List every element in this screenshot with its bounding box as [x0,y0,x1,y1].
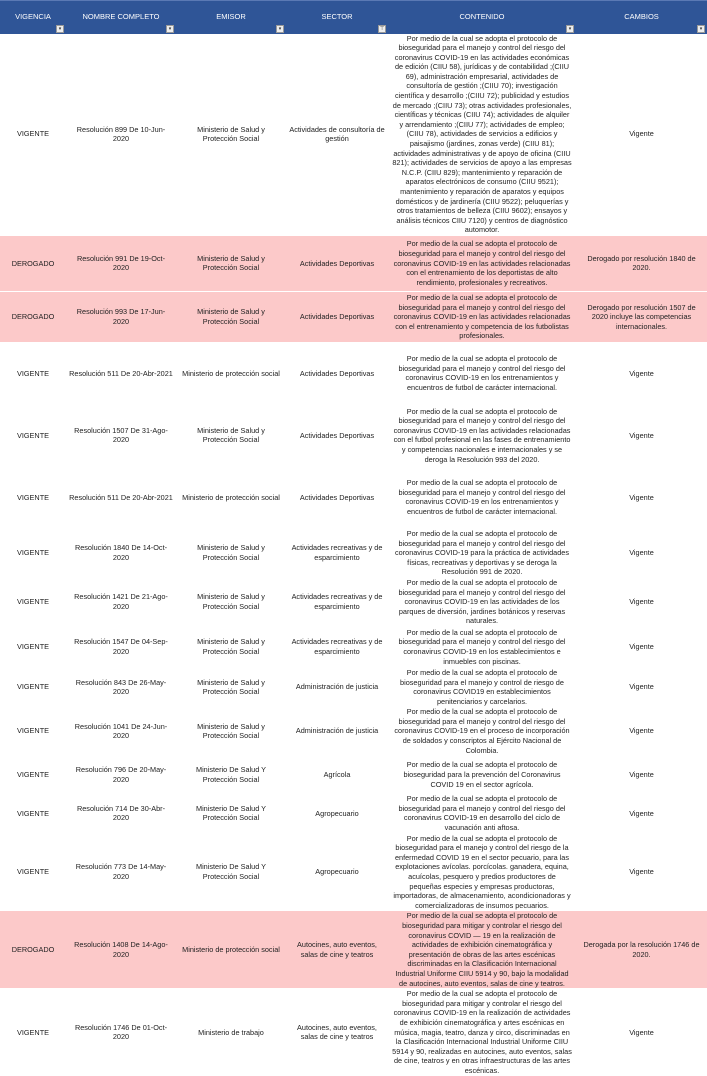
cell-cambios[interactable]: Derogada por la resolución 1746 de 2020. [576,911,707,989]
cell-sector[interactable]: Actividades Deportivas [286,404,388,466]
cell-cambios[interactable]: Vigente [576,833,707,911]
cell-nombre[interactable]: Resolución 993 De 17-Jun-2020 [66,291,176,342]
cell-nombre[interactable]: Resolución 796 De 20-May-2020 [66,756,176,794]
column-header-label: SECTOR [321,12,353,21]
cell-sector[interactable]: Autocines, auto eventos, salas de cine y teatros [286,989,388,1076]
cell-cambios[interactable]: Vigente [576,404,707,466]
cell-emisor[interactable]: Ministerio de Salud y Protección Social [176,577,286,626]
cell-nombre[interactable]: Resolución 511 De 20-Abr-2021 [66,342,176,404]
cell-vigencia[interactable]: VIGENTE [0,626,66,667]
cell-contenido[interactable]: Por medio de la cual se adopta el protocolo de bioseguridad para el manejo y control del riesgo del coronavirus COVID-19 en las actividades económicas de edición (CIIU 58), jurídicas y de contabilidad ;(CIIU 69), administración empresarial, actividades de consultoría de gestión ;(CIIU 70); investigación científica y desarrollo ;(CIIU 72); publicidad y estudios de mercado ;(CIIU 73); otras actividades profesionales, científicas y técnicas (CIIU 74); actividades de alquiler y arrendamiento ;(CIIU 77); actividades de empleo;(CIIU 78), actividades de servicios a edificios y paisajismo (jardines, zonas verde) (CIIU 81); actividades administrativas y de apoyo de oficina (CIIU 821); actividades de servicios de apoyo a las empresas N.C.P. (CIIU 829); mantenimiento y reparación de aparatos electrónicos de consumo (CIIU 9521); mantenimiento y reparación de aparatos y equipos domésticos y de jardinería (CIIU 9522); peluquerías y otros tratamientos de belleza (CIIU 9602); ensayos y análisis técnicos CIIU 7120) y centros de diagnóstico automotor. [388,34,576,236]
cell-nombre[interactable]: Resolución 1507 De 31-Ago-2020 [66,404,176,466]
cell-emisor[interactable]: Ministerio de protección social [176,342,286,404]
cell-emisor[interactable]: Ministerio de Salud y Protección Social [176,235,286,291]
cell-contenido[interactable]: Por medio de la cual se adopta el protocolo de bioseguridad para el manejo y control del riesgo del coronavirus COVID-19 en las actividades de los parques de diversión, jardines botánicos y reservas naturales. [388,577,576,626]
cell-cambios[interactable]: Vigente [576,794,707,833]
column-header-emisor [176,1,286,34]
cell-vigencia[interactable]: VIGENTE [0,989,66,1076]
cell-sector[interactable]: Actividades Deportivas [286,342,388,404]
column-header-sector [286,1,388,34]
cell-cambios[interactable]: Vigente [576,34,707,236]
cell-emisor[interactable]: Ministerio de trabajo [176,989,286,1076]
cell-nombre[interactable]: Resolución 1840 De 14-Oct-2020 [66,528,176,577]
cell-cambios[interactable]: Vigente [576,342,707,404]
cell-nombre[interactable]: Resolución 1041 De 24-Jun-2020 [66,707,176,756]
cell-contenido[interactable]: Por medio de la cual se adopta el protocolo de bioseguridad para el manejo y control del riesgo del coronavirus COVID-19 en el proceso de incorporación de soldados y conscriptos al Ejército Nacional de Colombia. [388,707,576,756]
cell-emisor[interactable]: Ministerio de Salud y Protección Social [176,707,286,756]
cell-emisor[interactable]: Ministerio de protección social [176,466,286,528]
cell-cambios[interactable]: Vigente [576,756,707,794]
cell-contenido[interactable]: Por medio de la cual se adopta el protocolo de bioseguridad para mitigar y controlar el riesgo del coronavirus COVID-19 en la realización de actividades de exhibición cinematográfica y artes escénicas en música, magia, teatro, danza y circo, discriminadas en la Clasificación Internacional Industrial Uniforme CIIU 5914 y 90, realizadas en autocines, auto eventos, salas de cine, teatros y en otras infraestructuras de las artes escénicas. [388,989,576,1076]
table-row [0,404,707,466]
cell-cambios[interactable]: Derogado por resolución 1507 de 2020 incluye las competencias internacionales. [576,291,707,342]
cell-contenido[interactable]: Por medio de la cual se adopta el protocolo de bioseguridad para el manejo y control del riesgo de la enfermedad COVID 19 en el sector pecuario, para las explotaciones avícolas. porcícolas. ganadera, equina, acuícolas, pesquero y predios productores de pequeñas especies y empresas productoras, importadoras, de almacenamiento, acondicionadoras y comercializadoras de insumos pecuarios. [388,833,576,911]
cell-nombre[interactable]: Resolución 511 De 20-Abr-2021 [66,466,176,528]
cell-emisor[interactable]: Ministerio De Salud Y Protección Social [176,833,286,911]
cell-cambios[interactable]: Vigente [576,707,707,756]
cell-emisor[interactable]: Ministerio de Salud y Protección Social [176,34,286,236]
cell-vigencia[interactable]: DEROGADO [0,911,66,989]
cell-nombre[interactable]: Resolución 1421 De 21-Ago-2020 [66,577,176,626]
table-row [0,235,707,291]
cell-cambios[interactable]: Vigente [576,667,707,706]
table-row [0,626,707,667]
cell-nombre[interactable]: Resolución 773 De 14-May-2020 [66,833,176,911]
cell-contenido[interactable]: Por medio de la cual se adopta el protocolo de bioseguridad para el manejo y control del riesgo del coronavirus COVID-19 en los entrenamientos y encuentros de futbol de carácter internacional. [388,342,576,404]
cell-nombre[interactable]: Resolución 1547 De 04-Sep-2020 [66,626,176,667]
column-header-label: NOMBRE COMPLETO [82,12,160,21]
cell-vigencia[interactable]: VIGENTE [0,794,66,833]
filter-dropdown-icon[interactable]: ▾ [566,25,574,33]
filter-active-icon[interactable]: ⊤ [379,25,385,32]
cell-contenido[interactable]: Por medio de la cual se adopta el protocolo de bioseguridad para el manejo y control del riesgo del coronavirus COVID-19 en las actividades relacionadas con el entrenamiento de los deportistas de alto rendimiento, profesionales y recreativos. [388,235,576,291]
cell-vigencia[interactable]: VIGENTE [0,466,66,528]
cell-emisor[interactable]: Ministerio de Salud y Protección Social [176,404,286,466]
table-body [0,34,707,1076]
cell-cambios[interactable]: Vigente [576,466,707,528]
cell-contenido[interactable]: Por medio de la cual se adopta el protocolo de bioseguridad para mitigar y controlar el riesgo del coronavirus COVID — 19 en la realización de actividades de exhibición cinematográfica y presentación de obras de las artes escénicas discriminadas en la Clasificación Internacional Industrial Uniforme CIIU 5914 y 90, bajo la modalidad de autocines, auto eventos, salas de cine y teatros. [388,911,576,989]
header-row [0,1,707,34]
table-row [0,707,707,756]
cell-emisor[interactable]: Ministerio de Salud y Protección Social [176,626,286,667]
filter-dropdown-icon[interactable]: ▾ [166,25,174,33]
cell-sector[interactable]: Actividades Deportivas [286,291,388,342]
cell-vigencia[interactable]: VIGENTE [0,577,66,626]
table-row [0,833,707,911]
table-row [0,794,707,833]
cell-vigencia[interactable]: DEROGADO [0,291,66,342]
table-row [0,756,707,794]
cell-sector[interactable]: Administración de justicia [286,707,388,756]
cell-vigencia[interactable]: VIGENTE [0,667,66,706]
column-header-nombre [66,1,176,34]
cell-vigencia[interactable]: VIGENTE [0,404,66,466]
cell-vigencia[interactable]: VIGENTE [0,833,66,911]
cell-cambios[interactable]: Vigente [576,528,707,577]
cell-cambios[interactable]: Vigente [576,577,707,626]
cell-cambios[interactable]: Derogado por resolución 1840 de 2020. [576,235,707,291]
cell-sector[interactable]: Actividades Deportivas [286,466,388,528]
column-header-vigencia [0,1,66,34]
cell-sector[interactable]: Administración de justicia [286,667,388,706]
cell-emisor[interactable]: Ministerio de Salud y Protección Social [176,291,286,342]
cell-sector[interactable]: Actividades Deportivas [286,235,388,291]
cell-cambios[interactable]: Vigente [576,989,707,1076]
cell-vigencia[interactable]: VIGENTE [0,707,66,756]
filter-dropdown-icon[interactable]: ▾ [697,25,705,33]
cell-contenido[interactable]: Por medio de la cual se adopta el protocolo de bioseguridad para el manejo y control del riesgo del coronavirus COVID-19 en las actividades relacionadas con el entrenamiento y competencia de los futbolistas profesionales. [388,291,576,342]
cell-contenido[interactable]: Por medio de la cual se adopta el protocolo de bioseguridad para el manejo y control del riesgo del coronavirus COVID-19 en los establecimientos e inmuebles con piscinas. [388,626,576,667]
table-row [0,577,707,626]
column-header-label: EMISOR [216,12,246,21]
cell-emisor[interactable]: Ministerio de Salud y Protección Social [176,667,286,706]
column-header-label: CAMBIOS [624,12,659,21]
cell-sector[interactable]: Agropecuario [286,794,388,833]
cell-nombre[interactable]: Resolución 1746 De 01-Oct-2020 [66,989,176,1076]
cell-contenido[interactable]: Por medio de la cual se adopta el protocolo de bioseguridad para el manejo y control del riesgo del coronavirus COVID-19 en los entrenamientos y encuentros de futbol de carácter internacional. [388,466,576,528]
cell-emisor[interactable]: Ministerio De Salud Y Protección Social [176,794,286,833]
table-row [0,911,707,989]
cell-sector[interactable]: Actividades recreativas y de esparcimiento [286,577,388,626]
cell-sector[interactable]: Actividades recreativas y de esparcimiento [286,626,388,667]
cell-vigencia[interactable]: VIGENTE [0,342,66,404]
cell-sector[interactable]: Agrícola [286,756,388,794]
column-header-contenido [388,1,576,34]
cell-emisor[interactable]: Ministerio de Salud y Protección Social [176,528,286,577]
cell-nombre[interactable]: Resolución 843 De 26-May-2020 [66,667,176,706]
cell-nombre[interactable]: Resolución 991 De 19-Oct-2020 [66,235,176,291]
cell-vigencia[interactable]: VIGENTE [0,528,66,577]
cell-emisor[interactable]: Ministerio de protección social [176,911,286,989]
cell-contenido[interactable]: Por medio de la cual se adopta el protocolo de bioseguridad para el manejo y control del riesgo del coronavirus COVID-19 en desarrollo del ciclo de vacunación anti aftosa. [388,794,576,833]
cell-contenido[interactable]: Por medio de la cual se adopta el protocolo de bioseguridad para el manejo y control del riesgo del coronavirus COVID-19 en las actividades relacionadas con el futbol profesional en las fases de entrenamiento y competencias nacionales e internacionales y se deroga la Resolución 993 del 2020. [388,404,576,466]
cell-sector[interactable]: Agropecuario [286,833,388,911]
cell-vigencia[interactable]: DEROGADO [0,235,66,291]
column-header-cambios [576,1,707,34]
filter-dropdown-icon[interactable]: ▾ [276,25,284,33]
column-header-label: CONTENIDO [459,12,505,21]
table-row [0,34,707,236]
cell-sector[interactable]: Autocines, auto eventos, salas de cine y teatros [286,911,388,989]
table-row [0,667,707,706]
table-row [0,342,707,404]
table-row [0,291,707,342]
cell-vigencia[interactable]: VIGENTE [0,756,66,794]
table-row [0,528,707,577]
cell-sector[interactable]: Actividades recreativas y de esparcimiento [286,528,388,577]
column-header-label: VIGENCIA [15,12,51,21]
cell-nombre[interactable]: Resolución 1408 De 14-Ago-2020 [66,911,176,989]
cell-vigencia[interactable]: VIGENTE [0,34,66,236]
cell-contenido[interactable]: Por medio de la cual se adopta el protocolo de bioseguridad para el manejo y control del riesgo del coronavirus COVID-19 para la práctica de actividades físicas, recreativas y deportivas y se deroga la Resolución 991 de 2020. [388,528,576,577]
cell-nombre[interactable]: Resolución 714 De 30-Abr-2020 [66,794,176,833]
filter-dropdown-icon[interactable]: ▾ [56,25,64,33]
table-row [0,989,707,1076]
cell-contenido[interactable]: Por medio de la cual se adopta el protocolo de bioseguridad para el manejo y control de riesgo de coronavirus COVID19 en establecimientos penitenciarios y carcelarios. [388,667,576,706]
cell-emisor[interactable]: Ministerio De Salud Y Protección Social [176,756,286,794]
cell-sector[interactable]: Actividades de consultoría de gestión [286,34,388,236]
table-row [0,466,707,528]
cell-cambios[interactable]: Vigente [576,626,707,667]
cell-contenido[interactable]: Por medio de la cual se adopta el protocolo de bioseguridad para la prevención del Coronavirus COVID 19 en el sector agrícola. [388,756,576,794]
cell-nombre[interactable]: Resolución 899 De 10-Jun-2020 [66,34,176,236]
